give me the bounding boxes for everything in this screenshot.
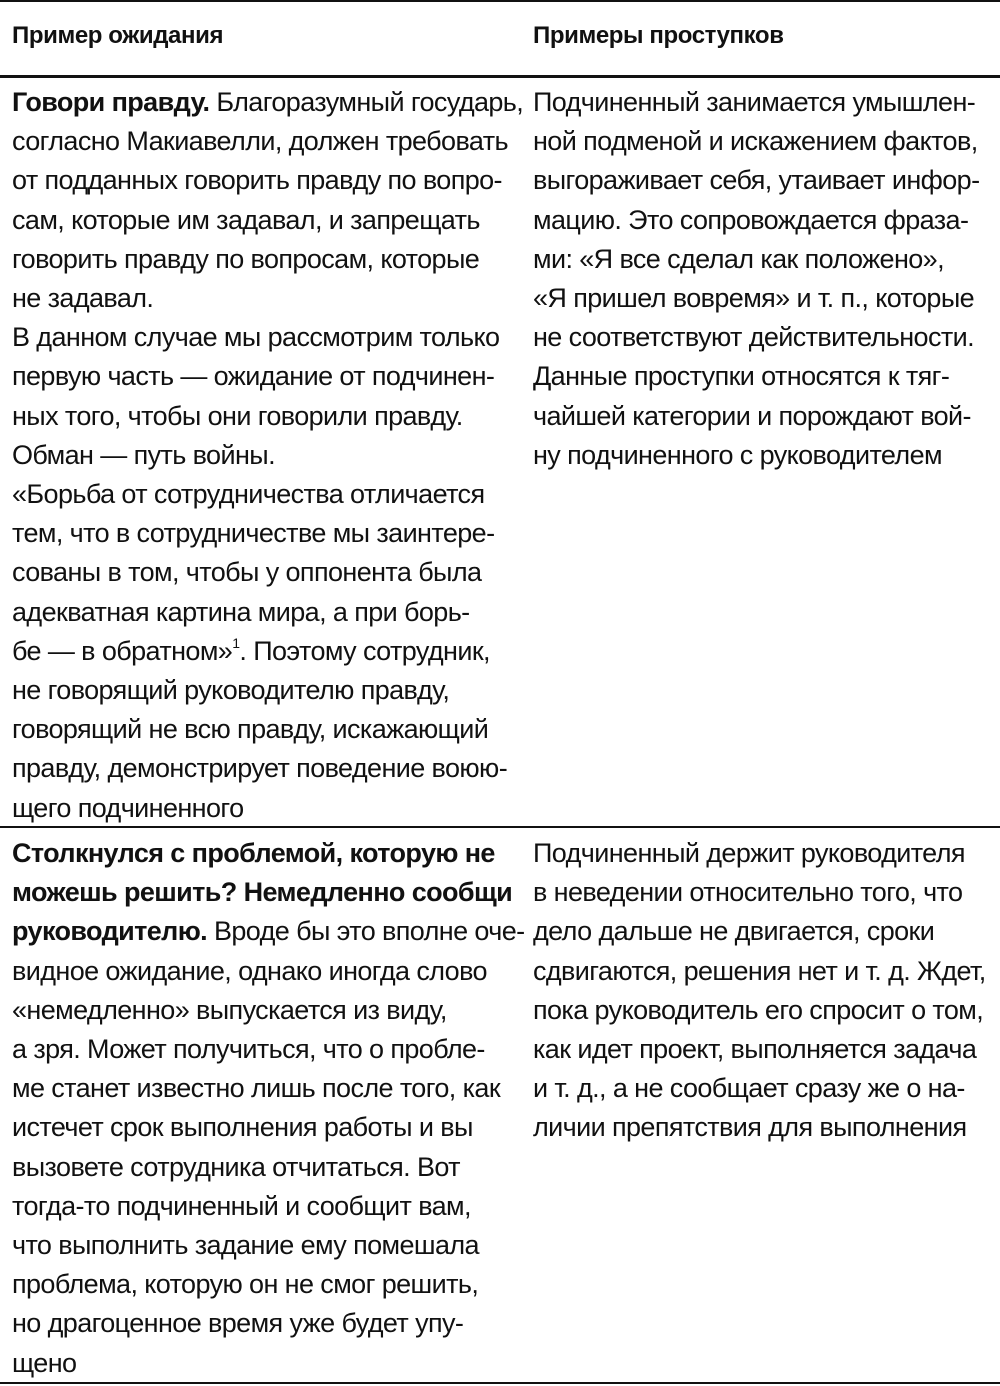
header-misconduct: Примеры проступков (533, 22, 784, 49)
text-line: согласно Макиавелли, должен требовать (12, 126, 508, 157)
expectation-title: Столкнулся с проблемой, которую не (12, 838, 495, 868)
text-line: сам, которые им задавал, и запрещать (12, 204, 480, 235)
text-line: и т. д., а не сообщает сразу же о на- (533, 1073, 965, 1104)
text-line: Подчиненный держит руководителя (533, 838, 965, 868)
text-line: ной подменой и искажением фактов, (533, 126, 978, 157)
text-line: говорить правду по вопросам, которые (12, 243, 480, 274)
footnote-marker: 1 (232, 634, 240, 651)
table-bottom-rule (0, 1382, 1000, 1384)
table-header-row (0, 0, 1000, 76)
text-line: тогда-то подчиненный и сообщит вам, (12, 1190, 471, 1221)
text-line: сдвигаются, решения нет и т. д. Ждет, (533, 955, 986, 986)
text-line: адекватная картина мира, а при борь- (12, 596, 470, 627)
text-line: а зря. Может получиться, что о пробле- (12, 1034, 485, 1065)
text-line: выгораживает себя, утаивает инфор- (533, 165, 980, 196)
text-line: ну подчиненного с руководителем (533, 439, 942, 470)
expectation-title: можешь решить? Немедленно сообщи (12, 877, 513, 908)
text-line: «немедленно» выпускается из виду, (12, 994, 447, 1025)
expectation-cell (12, 834, 525, 1383)
text-line: не задавал. (12, 283, 154, 314)
text-line: говорящий не всю правду, искажающий (12, 714, 489, 745)
text-line: ме станет известно лишь после того, как (12, 1073, 501, 1104)
text-line: Говори правду. Благоразумный государь, (12, 87, 524, 117)
text-line: что выполнить задание ему помешала (12, 1230, 479, 1261)
text-line: сованы в том, чтобы у оппонента была (12, 557, 482, 588)
text-line: вызовете сотрудника отчитаться. Вот (12, 1151, 460, 1182)
misconduct-cell (533, 83, 995, 475)
text-line: мацию. Это сопровождается фраза- (533, 204, 969, 235)
text-line: видное ожидание, однако иногда слово (12, 955, 487, 986)
text-line: ми: «Я все сделал как положено», (533, 243, 944, 274)
expectation-cell (12, 83, 524, 828)
text-line: дело дальше не двигается, сроки (533, 916, 935, 947)
text-line: от подданных говорить правду по вопро- (12, 165, 502, 196)
text-line: Обман — путь войны. (12, 439, 275, 470)
text-line: не соответствуют действительности. (533, 322, 975, 353)
text-line: руководителю. Вроде бы это вполне оче- (12, 916, 525, 947)
text-line: щего подчиненного (12, 792, 244, 823)
text-line: щено (12, 1347, 77, 1378)
expectation-title: руководителю. (12, 916, 208, 947)
text-line: проблема, которую он не смог решить, (12, 1269, 479, 1300)
text-line: личии препятствия для выполнения (533, 1112, 967, 1143)
misconduct-cell (533, 834, 995, 1148)
text-line: пока руководитель его спросит о том, (533, 994, 984, 1025)
text-line: но драгоценное время уже будет упу- (12, 1308, 464, 1339)
text-line: Подчиненный занимается умышлен- (533, 87, 976, 117)
row-divider (0, 826, 1000, 828)
text-line: истечет срок выполнения работы и вы (12, 1112, 473, 1143)
text-line: бе — в обратном»$^1$. Поэтому сотрудник, (12, 634, 490, 666)
text-line: «Борьба от сотрудничества отличается (12, 479, 485, 510)
text-line: в неведении относительно того, что (533, 877, 963, 908)
text-line: не говорящий руководителю правду, (12, 675, 450, 706)
text-line: как идет проект, выполняется задача (533, 1034, 977, 1065)
header-rule (0, 75, 1000, 78)
header-expectation: Пример ожидания (12, 22, 224, 49)
text-line: «Я пришел вовремя» и т. п., которые (533, 283, 975, 314)
text-line: чайшей категории и порождают вой- (533, 400, 971, 431)
text-line: правду, демонстрирует поведение воюю- (12, 753, 508, 784)
text-line: В данном случае мы рассмотрим только (12, 322, 500, 353)
text-line: тем, что в сотрудничестве мы заинтере- (12, 518, 495, 549)
text-line: первую часть — ожидание от подчинен- (12, 361, 495, 392)
text-line: Данные проступки относятся к тяг- (533, 361, 950, 392)
expectation-title: Говори правду. (12, 87, 210, 117)
text-line: ных того, чтобы они говорили правду. (12, 400, 463, 431)
